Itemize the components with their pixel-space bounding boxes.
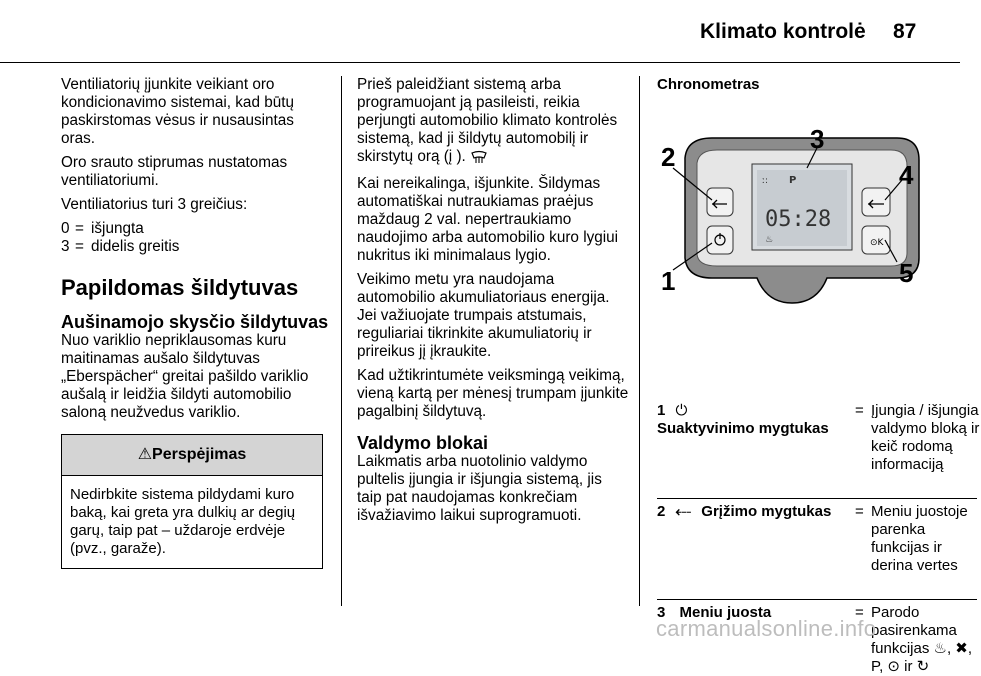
paragraph: Kai nereikalinga, išjunkite. Šildymas automatiškai nutraukiamas praėjus maždaug 2 val. nepertraukiamo naudojimo arba automobilio kuro lygiui nukritus iki minimalaus lygio. <box>357 175 619 264</box>
warning-text: Nedirbkite sistema pildydami kuro baką, kai greta yra dulkių ar degių garų, taip pat – uždaroje erdvėje (pvz., garaže). <box>70 486 296 557</box>
paragraph: Kad užtikrintumėte veiksmingą veikimą, vieną kartą per mėnesį trumpam įjunkite pagalbinį šildytuvą. <box>357 367 629 420</box>
page-title: Klimato kontrolė <box>700 20 866 43</box>
paragraph: Veikimo metu yra naudojama automobilio akumuliatoriaus energija. Jei važiuojate trumpais atstumais, reguliariai tikrinkite akumuliatorių ir prireikus jį įkraukite. <box>357 271 610 360</box>
paragraph: Oro srauto stiprumas nustatomas ventiliatoriumi. <box>61 154 288 189</box>
callout-3: 3 <box>810 124 825 154</box>
column-divider <box>639 76 640 606</box>
chronometer-title: Chronometras <box>657 76 760 93</box>
paragraph: Prieš paleidžiant sistemą arba programuojant ją pasileisti, reikia perjungti automobilio klimato kontrolės sistemą, kad ji šildytų automobilį ir skirstytų orą (į ). <box>357 76 629 169</box>
paragraph: Nuo variklio nepriklausomas kuru maitinamas aušalo šildytuvas „Eberspächer“ greitai pašildo variklio aušalą ir leidžia šildyti automobilio saloną neužvedus variklio. <box>61 332 309 421</box>
svg-text:♨: ♨ <box>765 235 774 245</box>
divider <box>657 599 977 600</box>
svg-text:ː:: ː: <box>762 176 769 186</box>
column-left <box>61 76 329 569</box>
warning-box <box>61 434 323 569</box>
list-item: 3 Meniu juosta = Parodo pasirenkama funkcijas ♨, ✖, P, ⊙ ir ↻ <box>657 604 973 675</box>
warning-header <box>62 435 322 476</box>
column-right <box>657 76 980 675</box>
divider <box>657 498 977 499</box>
list-item: 2 ⤎ Grįžimo mygtukas = Meniu juostoje parenka funkcijas ir derina vertes <box>657 503 968 574</box>
section-heading: Valdymo blokai <box>357 433 489 453</box>
windshield-airflow-icon <box>470 150 488 169</box>
watermark: carmanualsonline.info <box>656 616 877 641</box>
page-number: 87 <box>893 20 917 43</box>
subsection-heading: Aušinamojo skysčio šildytuvas <box>61 312 329 332</box>
paragraph: Ventiliatorių įjunkite veikiant oro kondicionavimo sistemai, kad būtų paskirstomas vėsus ir nusausintas oras. <box>61 76 294 147</box>
power-icon: ⏻ <box>675 402 688 419</box>
display-time: 05:28 <box>765 207 832 232</box>
callout-5: 5 <box>899 258 914 288</box>
page-header <box>0 0 960 63</box>
speed-row: 0 = išjungta <box>61 220 144 237</box>
paragraph: Ventiliatorius turi 3 greičius: <box>61 196 248 213</box>
speed-row: 3 = didelis greitis <box>61 238 180 255</box>
callout-1: 1 <box>661 266 676 296</box>
callout-2: 2 <box>661 142 676 172</box>
list-item: 1 ⏻ Suaktyvinimo mygtukas = Įjungia / išjungia valdymo bloką ir keič rodomą informaciją <box>657 402 980 473</box>
back-arrow-icon: ⤎ <box>675 503 692 520</box>
timer-device-illustration <box>657 108 960 308</box>
column-divider <box>341 76 342 606</box>
section-heading: Papildomas šildytuvas <box>61 275 299 300</box>
paragraph: Laikmatis arba nuotolinio valdymo pultelis įjungia ir išjungia sistemą, jis taip pat naudojamas konkrečiam išvažiavimo laikui suprogramuoti. <box>357 453 602 524</box>
column-middle <box>357 76 629 531</box>
warning-icon: ⚠ <box>137 446 153 463</box>
callout-4: 4 <box>899 160 914 190</box>
svg-text:⊙K: ⊙K <box>870 238 884 248</box>
warning-title: Perspėjimas <box>152 446 247 463</box>
display-icons: P <box>789 175 797 186</box>
